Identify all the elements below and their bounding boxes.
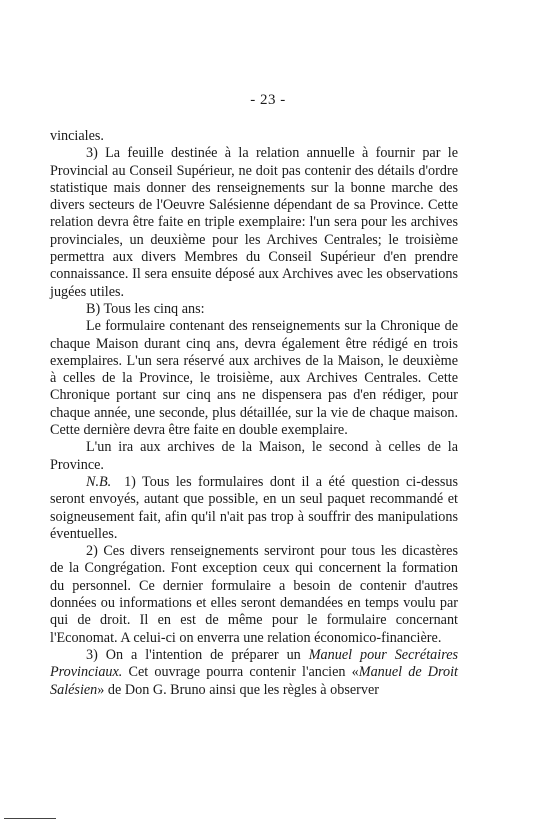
paragraph-nb-3 xyxy=(50,647,458,699)
paragraph-section-b-archives: L'un ira aux archives de la Maison, le second à celles de la Province. xyxy=(50,439,458,473)
nb-3-old-manual-title: Manuel de Droit Salésien xyxy=(50,664,459,698)
paragraph-nb-1 xyxy=(50,474,458,543)
body-text xyxy=(50,128,458,699)
nb-label: N.B. xyxy=(86,473,112,490)
page-number: - 23 - xyxy=(250,92,286,108)
nb-3-start: 3) On a l'intention de préparer un xyxy=(86,646,301,663)
nb-1-text: 1) Tous les formulaires dont il a été question ci-dessus seront envoyés, autant que possible, en un seul paquet recommandé et soigneusement fait, afin qu'il n'ait pas trop à souffrir des manipulations éventuelles. xyxy=(50,473,458,542)
nb-3-end: » de Don G. Bruno ainsi que les règles à observer xyxy=(97,681,379,698)
paragraph-section-b-formulaire: Le formulaire contenant des renseignements sur la Chronique de chaque Maison durant cinq ans, devra également être rédigé en trois exemplaires. L'un sera réservé aux archives de la Maison, le deuxième à celles de la Province, le troisième, aux Archives Centrales. Cette Chronique portant sur cinq ans ne dispensera pas d'en rédiger, pour chaque année, une seconde, plus détaillée, sur la vie de chaque maison. Cette dernière devra être faite en double exemplaire. xyxy=(50,318,458,439)
nb-3-middle: Cet ouvrage pourra contenir l'ancien « xyxy=(128,664,359,681)
paragraph-continuation: vinciales. xyxy=(50,128,104,144)
nb-3-manual-title: Manuel pour Secrétaires Provinciaux. xyxy=(50,646,459,681)
paragraph-nb-2: 2) Ces divers renseignements serviront pour tous les dicastères de la Congrégation. Font exception ceux qui concernent la formation du personnel. Ce dernier formulaire a besoin de contenir d'autres données ou informations et elles seront demandées en temps voulu par qui de droit. Il en est de même pour le formulaire concernant l'Economat. A celui-ci on enverra une relation économico-financière. xyxy=(50,543,458,646)
footer-rule xyxy=(4,818,56,819)
paragraph-item-3-feuille: 3) La feuille destinée à la relation annuelle à fournir par le Provincial au Conseil Supérieur, ne doit pas contenir des détails d'ordre statistique mais donner des renseignements sur la bonne marche des divers secteurs de l'Oeuvre Salésienne dépendant de sa Province. Cette relation devra être faite en triple exemplaire: l'un sera pour les archives provinciales, un deuxième pour les Archives Centrales; le troisième permettra aux divers Membres du Conseil Supérieur d'en prendre connaissance. Il sera ensuite déposé aux Archives avec les observations jugées utiles. xyxy=(50,145,458,300)
section-b-heading: B) Tous les cinq ans: xyxy=(86,300,205,317)
